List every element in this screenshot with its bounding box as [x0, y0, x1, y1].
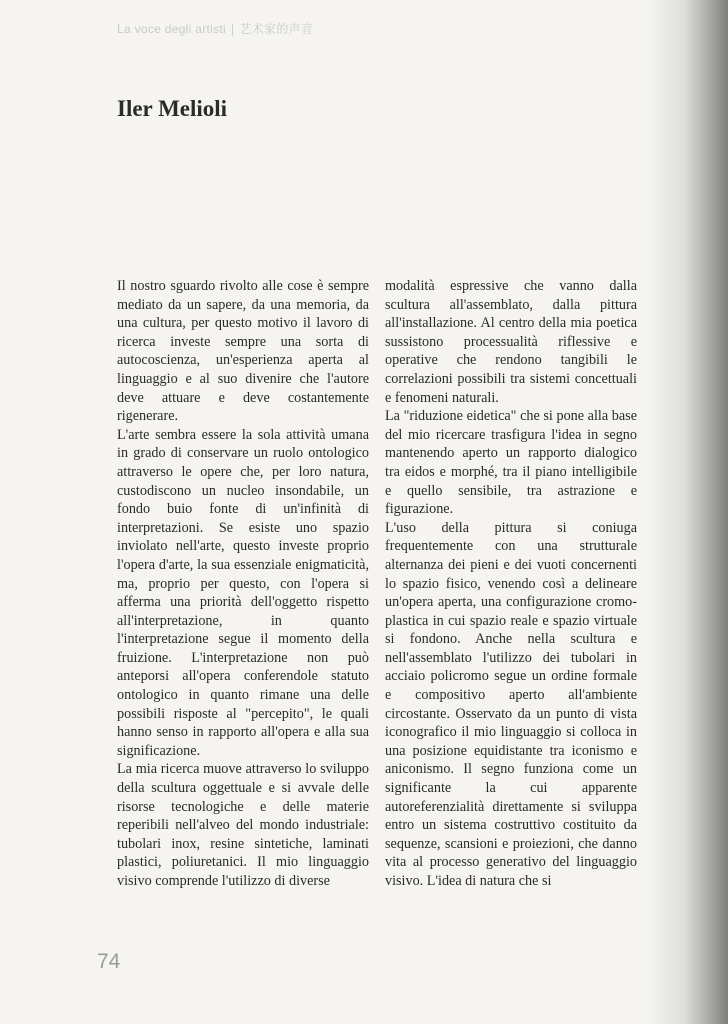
page-edge-shadow [648, 0, 728, 1024]
paragraph: modalità espressive che vanno dalla scultura all'assemblato, dalla pittura all'installazione. Al centro della mia poetica sussistono processualità riflessive e operative che rendono tangibili le correlazioni possibili tra sistemi concettuali e fenomeni naturali. [385, 278, 637, 406]
running-head [117, 20, 313, 37]
running-head-separator: | [231, 22, 235, 36]
paragraph: La "riduzione eidetica" che si pone alla base del mio ricercare trasfigura l'idea in segno mantenendo aperto un rapporto dialogico tra eidos e morphé, tra il piano intelligibile e quello sensibile, tra astrazione e figurazione. [385, 408, 637, 518]
author-name: Iler Melioli [117, 96, 228, 121]
page-number: 74 [97, 950, 121, 973]
running-head-chinese: 艺术家的声音 [239, 22, 314, 36]
text-column-right [385, 277, 637, 891]
paragraph: L'uso della pittura si coniuga frequentemente con una strutturale alternanza dei pieni e dei vuoti concernenti lo spazio fisico, venendo così a delineare un'opera aperta, una configurazione cromo-plastica in cui spazio reale e spazio virtuale si fondono. Anche nella scultura e nell'assemblato l'utilizzo dei tubolari in acciaio policromo segue un ordine formale e compositivo aperto all'ambiente circostante. Osservato da un punto di vista iconografico il mio linguaggio si colloca in una posizione equidistante tra iconismo e aniconismo. Il segno funziona come un significante la cui apparente autoreferenzialità direttamente si sviluppa entro un sistema costruttivo costituito da sequenze, scansioni e proiezioni, che danno vita al processo generativo del linguaggio visivo. L'idea di natura che si [385, 519, 637, 889]
paragraph: La mia ricerca muove attraverso lo sviluppo della scultura oggettuale e si avvale delle risorse tecnologiche e delle materie reperibili nell'alveo del mondo industriale: tubolari inox, resine sintetiche, laminati plastici, poliuretanici. Il mio linguaggio visivo comprende l'utilizzo di diverse [117, 761, 369, 889]
running-head-italian: La voce degli artisti [117, 22, 227, 36]
paragraph: Il nostro sguardo rivolto alle cose è sempre mediato da un sapere, da una memoria, da una cultura, per questo motivo il lavoro di ricerca investe sempre una sorta di autocoscienza, un'esperienza aperta al linguaggio e al suo divenire che l'autore deve attuare e deve costantemente rigenerare. [117, 278, 369, 425]
text-column-left [117, 277, 369, 891]
paragraph: L'arte sembra essere la sola attività umana in grado di conservare un ruolo ontologico attraverso le opere che, per loro natura, custodiscono un nucleo insondabile, un fondo buio fonte di un'infinità di interpretazioni. Se esiste uno spazio inviolato nell'arte, questo investe proprio l'opera d'arte, la sua essenziale enigmaticità, ma, proprio per questo, con l'opera si afferma una priorità dell'oggetto rispetto all'interpretazione, in quanto l'interpretazione segue il momento della fruizione. L'interpretazione non può anteporsi all'opera conferendole statuto ontologico in quanto rimane una delle possibili risposte al "percepito", le quali hanno senso in rapporto all'opera e alla sua significazione. [117, 426, 369, 759]
